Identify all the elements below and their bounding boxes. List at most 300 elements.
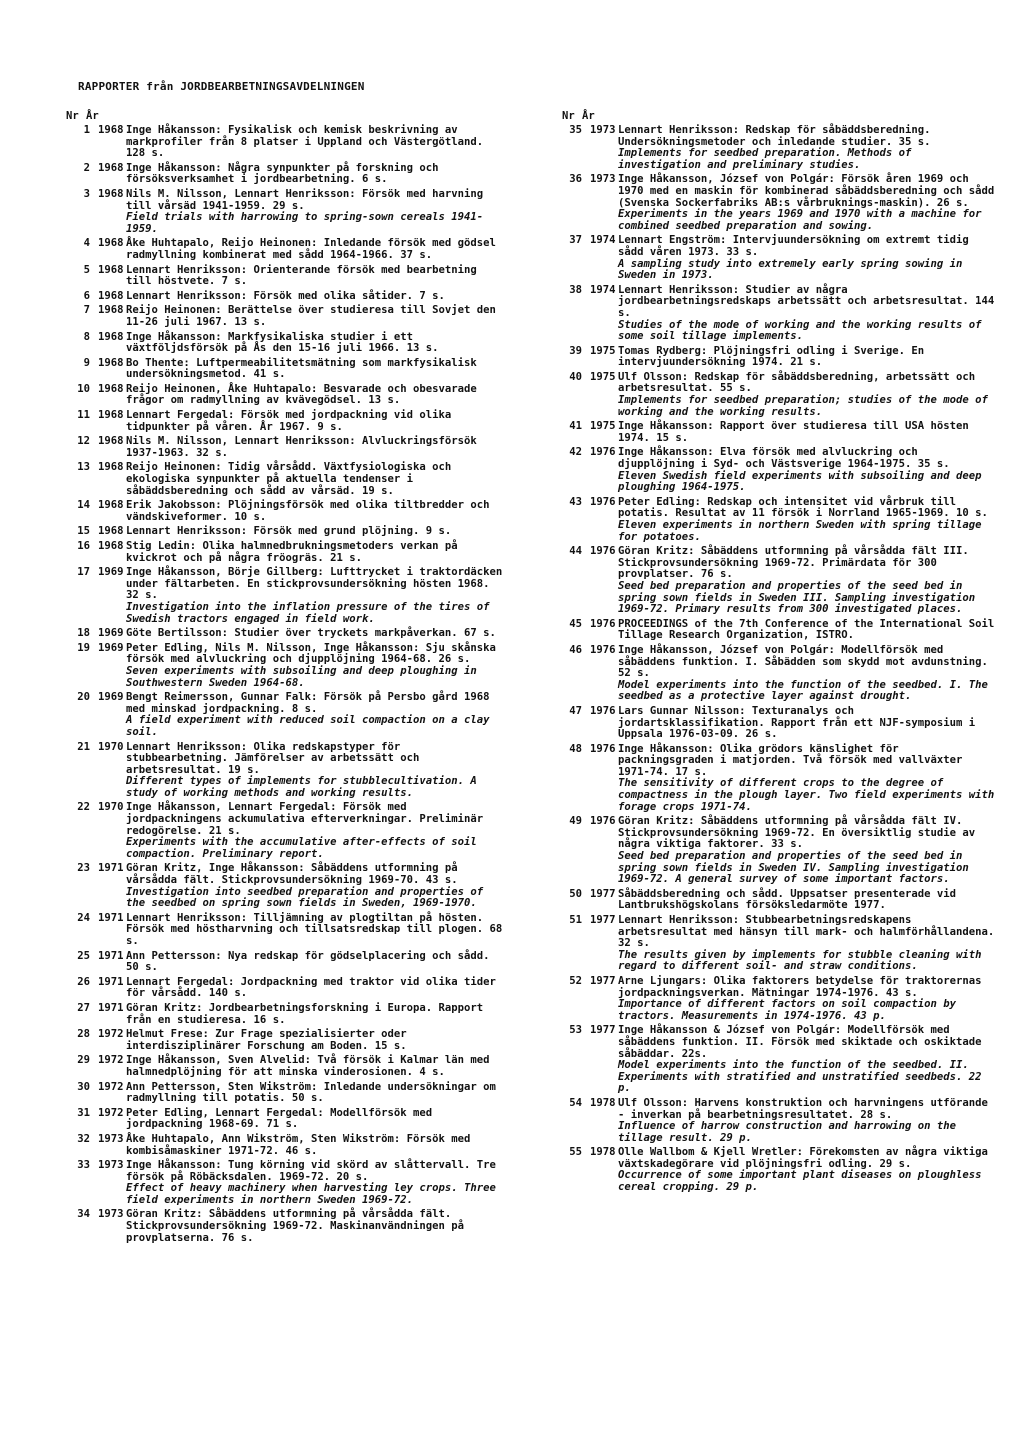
report-number: 45 bbox=[569, 617, 582, 630]
report-description: Reijo Heinonen, Åke Huhtapalo: Besvarade och obesvarade frågor om radmyllning av kvävegödsel. 13 s. bbox=[126, 382, 477, 407]
report-description: Erik Jakobsson: Plöjningsförsök med olika tiltbredder och vändskiveformer. 10 s. bbox=[126, 499, 490, 523]
report-entry bbox=[558, 1147, 998, 1193]
report-body bbox=[618, 421, 998, 444]
report-description: Inge Håkansson: Markfysikaliska studier i ett växtföljdsförsök på Ås den 15-16 juli 1966. 13 s. bbox=[126, 330, 439, 355]
report-number: 2 bbox=[83, 161, 90, 174]
report-year: 1971 bbox=[98, 949, 124, 962]
report-number: 27 bbox=[77, 1001, 90, 1014]
report-entry bbox=[66, 1055, 506, 1078]
report-body bbox=[618, 546, 998, 616]
report-number: 1 bbox=[83, 124, 90, 136]
report-body bbox=[126, 265, 506, 288]
report-entry bbox=[558, 619, 998, 642]
report-description: Åke Huhtapalo, Reijo Heinonen: Inledande försök med gödsel radmyllning kombinerat med sådd 1964-1966. 37 s. bbox=[126, 237, 496, 261]
report-entry bbox=[558, 174, 998, 232]
report-body bbox=[618, 1147, 998, 1193]
report-entry bbox=[66, 384, 506, 407]
report-entry bbox=[66, 410, 506, 433]
report-entry bbox=[558, 706, 998, 741]
report-year: 1971 bbox=[98, 1001, 124, 1014]
report-number: 46 bbox=[569, 643, 582, 656]
report-body bbox=[126, 802, 506, 860]
report-description: Arne Ljungars: Olika faktorers betydelse för traktorernas jordpackningsverkan. Mätningar 1974-1976. 43 s. bbox=[618, 974, 982, 999]
report-number: 49 bbox=[569, 815, 582, 828]
report-english-title: Investigation into the inflation pressure of the tires of Swedish tractors engaged in field work. bbox=[126, 600, 490, 625]
report-description: Lennart Henriksson: Försök med olika såtider. 7 s. bbox=[126, 289, 445, 302]
report-year: 1968 bbox=[98, 356, 124, 369]
report-description: Olle Wallbom & Kjell Wretler: Förekomsten av några viktiga växtskadegörare vid plöjningsfri odling. 29 s. bbox=[618, 1146, 988, 1170]
report-year: 1968 bbox=[98, 382, 124, 395]
report-description: Inge Håkansson: Fysikalisk och kemisk beskrivning av markprofiler från 8 platser i Uppland och Västergötland. 128 s. bbox=[126, 124, 484, 160]
report-body bbox=[126, 163, 506, 186]
report-entry bbox=[66, 1134, 506, 1157]
report-body bbox=[618, 915, 998, 973]
report-year: 1975 bbox=[590, 370, 616, 383]
report-number: 30 bbox=[77, 1080, 90, 1093]
report-english-title: Influence of harrow construction and harrowing on the tillage result. 29 p. bbox=[618, 1120, 957, 1144]
report-body bbox=[126, 951, 506, 974]
report-number: 41 bbox=[569, 420, 582, 433]
report-entry bbox=[66, 1003, 506, 1026]
report-description: Ulf Olsson: Redskap för såbäddsberedning, arbetssätt och arbetsresultat. 55 s. bbox=[618, 370, 976, 395]
report-body bbox=[618, 706, 998, 741]
report-body bbox=[126, 384, 506, 407]
report-entry bbox=[66, 541, 506, 564]
report-year: 1968 bbox=[98, 525, 124, 538]
report-body bbox=[126, 567, 506, 625]
report-body bbox=[126, 1108, 506, 1131]
report-number: 19 bbox=[77, 641, 90, 654]
report-number: 48 bbox=[569, 742, 582, 755]
report-number: 14 bbox=[77, 499, 90, 512]
report-body bbox=[126, 436, 506, 459]
nr-header: Nr bbox=[66, 110, 79, 122]
report-body bbox=[618, 447, 998, 493]
report-year: 1976 bbox=[590, 495, 616, 508]
report-body bbox=[126, 500, 506, 523]
report-year: 1968 bbox=[98, 435, 124, 448]
report-description: Lennart Henriksson: Studier av några jordbearbetningsredskaps arbetssätt och arbetsresultat. 144 s. bbox=[618, 283, 995, 319]
column-header bbox=[558, 100, 998, 122]
report-year: 1972 bbox=[98, 1106, 124, 1119]
report-body bbox=[126, 863, 506, 909]
report-number: 16 bbox=[77, 540, 90, 552]
report-entry bbox=[66, 863, 506, 909]
report-entry bbox=[558, 1098, 998, 1144]
report-body bbox=[126, 1029, 506, 1052]
report-number: 40 bbox=[569, 370, 582, 383]
report-description: Bengt Reimersson, Gunnar Falk: Försök på Persbo gård 1968 med minskad jordpackning. 8 s. bbox=[126, 691, 490, 715]
report-english-title: The results given by implements for stubble cleaning with regard to different soil- and straw conditions. bbox=[618, 948, 982, 973]
report-description: Åke Huhtapalo, Ann Wikström, Sten Wikström: Försök med kombisåmaskiner 1971-72. 46 s. bbox=[126, 1132, 471, 1157]
report-number: 25 bbox=[77, 949, 90, 962]
report-year: 1976 bbox=[590, 815, 616, 828]
report-year: 1968 bbox=[98, 499, 124, 512]
report-english-title: A sampling study into extremely early spring sowing in Sweden in 1973. bbox=[618, 257, 963, 282]
report-number: 17 bbox=[77, 566, 90, 579]
report-entry bbox=[66, 238, 506, 261]
report-body bbox=[126, 462, 506, 497]
report-entry bbox=[66, 189, 506, 235]
report-body bbox=[126, 541, 506, 564]
report-entry bbox=[66, 125, 506, 160]
report-description: Lennart Henriksson: Stubbearbetningsredskapens arbetsresultat med hänsyn till mark- och halmförhållandena. 32 s. bbox=[618, 914, 995, 950]
report-year: 1976 bbox=[590, 742, 616, 755]
report-entry bbox=[66, 628, 506, 640]
report-number: 32 bbox=[77, 1132, 90, 1145]
report-entry bbox=[66, 1029, 506, 1052]
report-number: 9 bbox=[83, 356, 90, 369]
report-entry bbox=[66, 742, 506, 800]
report-entry bbox=[558, 372, 998, 418]
report-year: 1969 bbox=[98, 641, 124, 654]
report-number: 29 bbox=[77, 1054, 90, 1067]
report-english-title: Model experiments into the function of the seedbed. II. Experiments with stratified and unstratified seedbeds. 22 p. bbox=[618, 1059, 982, 1095]
report-number: 20 bbox=[77, 691, 90, 704]
report-description: Göran Kritz, Inge Håkansson: Såbäddens utformning på vårsådda fält. Stickprovsundersökning 1969-70. 43 s. bbox=[126, 862, 458, 887]
report-year: 1971 bbox=[98, 975, 124, 988]
report-number: 47 bbox=[569, 704, 582, 717]
report-number: 36 bbox=[569, 173, 582, 186]
report-english-title: The sensitivity of different crops to the degree of compactness in the plough layer. Two field experiments with forage crops 1971-74. bbox=[618, 777, 995, 813]
report-number: 37 bbox=[569, 234, 582, 247]
report-entry bbox=[558, 889, 998, 912]
report-number: 6 bbox=[83, 289, 90, 302]
report-body bbox=[126, 238, 506, 261]
report-body bbox=[126, 526, 506, 538]
report-number: 54 bbox=[569, 1096, 582, 1109]
report-year: 1977 bbox=[590, 974, 616, 987]
report-year: 1973 bbox=[590, 173, 616, 186]
report-year: 1968 bbox=[98, 263, 124, 276]
report-english-title: Seed bed preparation and properties of the seed bed in spring sown fields in Sweden IV. Sampling investigation 1969-72. A general survey of some important factors. bbox=[618, 850, 969, 886]
report-entry bbox=[66, 1160, 506, 1206]
report-body bbox=[126, 1160, 506, 1206]
report-description: Göran Kritz: Såbäddens utformning på vårsådda fält IV. Stickprovsundersökning 1969-72. En översiktlig studie av några viktiga faktorer. 33 s. bbox=[618, 815, 976, 851]
report-body bbox=[126, 692, 506, 738]
report-entry bbox=[66, 1082, 506, 1105]
report-entry bbox=[558, 235, 998, 281]
report-description: Inge Håkansson & József von Polgár: Modellförsök med såbäddens funktion. II. Försök med skiktade och oskiktade såbäddar. 22s. bbox=[618, 1024, 982, 1060]
report-description: Göte Bertilsson: Studier över tryckets markpåverkan. 67 s. bbox=[126, 627, 496, 640]
report-description: Lennart Henriksson: Orienterande försök med bearbetning till höstvete. 7 s. bbox=[126, 263, 477, 288]
report-body bbox=[618, 125, 998, 171]
report-entry bbox=[558, 976, 998, 1022]
report-english-title: Studies of the mode of working and the working results of some soil tillage implements. bbox=[618, 318, 982, 343]
report-body bbox=[126, 1209, 506, 1244]
report-description: Nils M. Nilsson, Lennart Henriksson: Försök med harvning till vårsäd 1941-1959. 29 s. bbox=[126, 187, 484, 212]
report-year: 1971 bbox=[98, 862, 124, 875]
report-body bbox=[618, 372, 998, 418]
report-description: Helmut Frese: Zur Frage spezialisierter oder interdisziplinärer Forschung am Boden. 15 s. bbox=[126, 1028, 407, 1052]
report-entry bbox=[558, 125, 998, 171]
report-entry bbox=[558, 285, 998, 343]
report-english-title: Different types of implements for stubblecultivation. A study of working methods and working results. bbox=[126, 775, 477, 799]
left-column bbox=[66, 100, 506, 1244]
report-body bbox=[126, 291, 506, 303]
report-english-title: Experiments with the accumulative after-effects of soil compaction. Preliminary report. bbox=[126, 836, 477, 860]
report-year: 1976 bbox=[590, 643, 616, 656]
report-description: Stig Ledin: Olika halmnedbrukningsmetoders verkan på kvickrot och på några fröogräs. 21 s. bbox=[126, 540, 458, 564]
report-number: 26 bbox=[77, 975, 90, 988]
report-year: 1968 bbox=[98, 409, 124, 422]
report-description: Reijo Heinonen: Tidig vårsådd. Växtfysiologiska och ekologiska synpunkter på aktuella tendenser i såbäddsberedning och sådd av vårsäd. 19 s. bbox=[126, 461, 452, 497]
report-entry bbox=[66, 291, 506, 303]
report-number: 50 bbox=[569, 887, 582, 900]
report-description: Göran Kritz: Såbäddens utformning på vårsådda fält III. Stickprovsundersökning 1969-72. Primärdata för 300 provplatser. 76 s. bbox=[618, 545, 969, 581]
report-body bbox=[126, 628, 506, 640]
report-year: 1973 bbox=[98, 1159, 124, 1172]
report-list-right bbox=[558, 125, 998, 1194]
report-entry bbox=[558, 421, 998, 444]
report-year: 1978 bbox=[590, 1146, 616, 1159]
report-entry bbox=[66, 1209, 506, 1244]
report-entry bbox=[558, 346, 998, 369]
report-year: 1972 bbox=[98, 1080, 124, 1093]
report-number: 42 bbox=[569, 446, 582, 459]
report-number: 21 bbox=[77, 740, 90, 753]
report-year: 1969 bbox=[98, 627, 124, 640]
report-description: Inge Håkansson: Några synpunkter på forskning och försöksverksamhet i jordbearbetning. 6 s. bbox=[126, 161, 439, 186]
report-description: Inge Håkansson, Börje Gillberg: Lufttrycket i traktordäcken under fältarbeten. En stickprovsundersökning hösten 1968. 32 s. bbox=[126, 566, 503, 602]
report-body bbox=[126, 1055, 506, 1078]
report-year: 1975 bbox=[590, 420, 616, 433]
report-body bbox=[618, 497, 998, 543]
report-entry bbox=[66, 1108, 506, 1131]
report-year: 1968 bbox=[98, 540, 124, 552]
report-body bbox=[126, 1003, 506, 1026]
report-year: 1973 bbox=[98, 1132, 124, 1145]
report-year: 1969 bbox=[98, 566, 124, 579]
report-number: 4 bbox=[83, 237, 90, 250]
report-description: Såbäddsberedning och sådd. Uppsatser presenterade vid Lantbrukshögskolans försöksledarmöte 1977. bbox=[618, 887, 957, 912]
report-entry bbox=[66, 643, 506, 689]
report-description: Lennart Henriksson: Tilljämning av plogtiltan på hösten. Försök med höstharvning och tillsatsredskap till plogen. 68 s. bbox=[126, 911, 503, 947]
report-entry bbox=[66, 692, 506, 738]
report-year: 1969 bbox=[98, 691, 124, 704]
report-body bbox=[618, 619, 998, 642]
report-description: Lennart Henriksson: Olika redskapstyper för stubbearbetning. Jämförelser av arbetssätt och arbetsresultat. 19 s. bbox=[126, 740, 420, 776]
ar-header: År bbox=[86, 110, 99, 122]
report-english-title: Importance of different factors on soil compaction by tractors. Measurements in 1974-1976. 43 p. bbox=[618, 998, 957, 1022]
report-year: 1975 bbox=[590, 344, 616, 357]
report-year: 1968 bbox=[98, 187, 124, 200]
report-entry bbox=[66, 305, 506, 328]
report-english-title: Eleven Swedish field experiments with subsoiling and deep ploughing 1964-1975. bbox=[618, 469, 982, 494]
report-year: 1968 bbox=[98, 289, 124, 302]
report-entry bbox=[558, 816, 998, 886]
report-year: 1968 bbox=[98, 124, 124, 136]
report-entry bbox=[66, 462, 506, 497]
report-body bbox=[618, 285, 998, 343]
report-year: 1968 bbox=[98, 237, 124, 250]
report-number: 52 bbox=[569, 974, 582, 987]
report-description: Ulf Olsson: Harvens konstruktion och harvningens utförande - inverkan på bearbetningsresultatet. 28 s. bbox=[618, 1096, 988, 1121]
report-body bbox=[618, 889, 998, 912]
report-list-left bbox=[66, 125, 506, 1244]
report-number: 12 bbox=[77, 435, 90, 448]
report-entry bbox=[66, 913, 506, 948]
report-number: 55 bbox=[569, 1146, 582, 1159]
report-description: Göran Kritz: Såbäddens utformning på vårsådda fält. Stickprovsundersökning 1969-72. Maskinanvändningen på provplatserna. 76 s. bbox=[126, 1208, 465, 1244]
report-number: 13 bbox=[77, 461, 90, 474]
report-entry bbox=[66, 265, 506, 288]
report-year: 1977 bbox=[590, 914, 616, 926]
report-entry bbox=[66, 436, 506, 459]
report-description: Inge Håkansson, Sven Alvelid: Två försök i Kalmar län med halmnedplöjning för att minska vinderosionen. 4 s. bbox=[126, 1054, 490, 1078]
report-number: 34 bbox=[77, 1208, 90, 1221]
report-description: Peter Edling: Redskap och intensitet vid vårbruk till potatis. Resultat av 11 försök i Norrland 1965-1969. 10 s. bbox=[618, 495, 988, 520]
report-body bbox=[618, 346, 998, 369]
report-entry bbox=[66, 951, 506, 974]
right-column bbox=[558, 100, 998, 1194]
report-year: 1968 bbox=[98, 461, 124, 474]
report-english-title: Seven experiments with subsoiling and deep ploughing in Southwestern Sweden 1964-68. bbox=[126, 664, 477, 689]
report-year: 1976 bbox=[590, 446, 616, 459]
column-header bbox=[66, 100, 506, 122]
report-body bbox=[618, 976, 998, 1022]
report-number: 38 bbox=[569, 283, 582, 296]
report-number: 23 bbox=[77, 862, 90, 875]
report-entry bbox=[66, 526, 506, 538]
report-description: Inge Håkansson, József von Polgár: Modellförsök med såbäddens funktion. I. Såbädden som skydd mot avdunstning. 52 s. bbox=[618, 643, 988, 680]
page-title: RAPPORTER från JORDBEARBETNINGSAVDELNINGEN bbox=[78, 80, 365, 93]
nr-header: Nr bbox=[562, 110, 575, 122]
report-description: Lennart Engström: Intervjuundersökning om extremt tidig sådd våren 1973. 33 s. bbox=[618, 234, 969, 258]
report-description: Lennart Fergedal: Jordpackning med traktor vid olika tider för vårsådd. 140 s. bbox=[126, 975, 496, 1000]
report-year: 1968 bbox=[98, 161, 124, 174]
report-number: 44 bbox=[569, 545, 582, 558]
report-description: Lennart Fergedal: Försök med jordpackning vid olika tidpunkter på våren. År 1967. 9 s. bbox=[126, 409, 452, 433]
report-body bbox=[126, 189, 506, 235]
report-year: 1976 bbox=[590, 704, 616, 717]
report-english-title: Model experiments into the function of the seedbed. I. The seedbed as a protective layer against drought. bbox=[618, 678, 988, 703]
report-english-title: Field trials with harrowing to spring-sown cereals 1941-1959. bbox=[126, 211, 484, 235]
report-body bbox=[618, 1025, 998, 1095]
report-year: 1978 bbox=[590, 1096, 616, 1109]
report-description: Peter Edling, Nils M. Nilsson, Inge Håkansson: Sju skånska försök med alvluckring och djupplöjning 1964-68. 26 s. bbox=[126, 641, 496, 666]
report-number: 7 bbox=[83, 304, 90, 317]
report-body bbox=[126, 913, 506, 948]
report-english-title: Occurrence of some important plant diseases on ploughless cereal cropping. 29 p. bbox=[618, 1169, 982, 1194]
report-number: 15 bbox=[77, 525, 90, 538]
report-english-title: Implements for seedbed preparation. Methods of investigation and preliminary studies. bbox=[618, 147, 912, 171]
report-body bbox=[126, 305, 506, 328]
report-number: 24 bbox=[77, 911, 90, 924]
report-year: 1977 bbox=[590, 887, 616, 900]
report-entry bbox=[66, 358, 506, 381]
report-number: 35 bbox=[569, 124, 582, 136]
report-year: 1970 bbox=[98, 740, 124, 753]
report-year: 1977 bbox=[590, 1024, 616, 1037]
report-description: Reijo Heinonen: Berättelse över studieresa till Sovjet den 11-26 juli 1967. 13 s. bbox=[126, 304, 496, 328]
report-year: 1973 bbox=[590, 124, 616, 136]
report-year: 1972 bbox=[98, 1054, 124, 1067]
report-number: 31 bbox=[77, 1106, 90, 1119]
report-body bbox=[126, 358, 506, 381]
report-description: PROCEEDINGS of the 7th Conference of the International Soil Tillage Research Organization, ISTRO. bbox=[618, 617, 995, 642]
report-body bbox=[618, 816, 998, 886]
report-entry bbox=[66, 500, 506, 523]
report-english-title: Eleven experiments in northern Sweden with spring tillage for potatoes. bbox=[618, 519, 982, 543]
report-year: 1972 bbox=[98, 1028, 124, 1041]
report-number: 39 bbox=[569, 344, 582, 357]
report-year: 1976 bbox=[590, 617, 616, 630]
report-description: Inge Håkansson: Tung körning vid skörd av slåttervall. Tre försök på Röbäcksdalen. 1969-72. 20 s. bbox=[126, 1159, 496, 1183]
report-description: Inge Håkansson: Rapport över studieresa till USA hösten 1974. 15 s. bbox=[618, 420, 969, 444]
report-body bbox=[618, 235, 998, 281]
report-body bbox=[126, 742, 506, 800]
report-entry bbox=[66, 977, 506, 1000]
report-body bbox=[126, 332, 506, 355]
report-year: 1971 bbox=[98, 911, 124, 924]
report-description: Inge Håkansson: Elva försök med alvluckring och djupplöjning i Syd- och Västsverige 1964-1975. 35 s. bbox=[618, 446, 950, 471]
report-english-title: A field experiment with reduced soil compaction on a clay soil. bbox=[126, 714, 490, 738]
report-description: Lennart Henriksson: Redskap för såbäddsberedning. Undersökningsmetoder och inledande studier. 35 s. bbox=[618, 124, 931, 148]
report-number: 28 bbox=[77, 1028, 90, 1041]
report-body bbox=[618, 1098, 998, 1144]
report-number: 10 bbox=[77, 382, 90, 395]
report-english-title: Seed bed preparation and properties of the seed bed in spring sown fields in Sweden III. Sampling investigation 1969-72. Primary results from 300 investigated places. bbox=[618, 579, 976, 616]
report-number: 18 bbox=[77, 627, 90, 640]
report-english-title: Effect of heavy machinery when harvesting ley crops. Three field experiments in northern Sweden 1969-72. bbox=[126, 1182, 496, 1206]
report-description: Bo Thente: Luftpermeabilitetsmätning som markfysikalisk undersökningsmetod. 41 s. bbox=[126, 356, 477, 381]
report-entry bbox=[66, 567, 506, 625]
report-body bbox=[618, 645, 998, 703]
report-body bbox=[126, 125, 506, 160]
report-body bbox=[126, 410, 506, 433]
report-year: 1968 bbox=[98, 330, 124, 343]
report-body bbox=[126, 1134, 506, 1157]
report-description: Inge Håkansson, József von Polgár: Försök åren 1969 och 1970 med en maskin för kombinerad såbäddsberedning och sådd (Svenska Sockerfabriks AB:s vårbruknings-maskin). 26 s. bbox=[618, 173, 995, 209]
report-year: 1976 bbox=[590, 545, 616, 558]
report-body bbox=[126, 643, 506, 689]
report-year: 1970 bbox=[98, 801, 124, 814]
report-body bbox=[618, 744, 998, 814]
report-entry bbox=[558, 447, 998, 493]
report-number: 3 bbox=[83, 187, 90, 200]
report-description: Göran Kritz: Jordbearbetningsforskning i Europa. Rapport från en studieresa. 16 s. bbox=[126, 1001, 484, 1026]
report-body bbox=[126, 977, 506, 1000]
report-entry bbox=[558, 645, 998, 703]
report-entry bbox=[558, 744, 998, 814]
report-entry bbox=[558, 546, 998, 616]
ar-header: År bbox=[582, 110, 595, 122]
report-description: Inge Håkansson: Olika grödors känslighet för packningsgraden i matjorden. Två försök med vallväxter 1971-74. 17 s. bbox=[618, 742, 963, 778]
report-description: Tomas Rydberg: Plöjningsfri odling i Sverige. En intervjuundersökning 1974. 21 s. bbox=[618, 344, 925, 369]
report-entry bbox=[558, 497, 998, 543]
report-body bbox=[126, 1082, 506, 1105]
report-number: 53 bbox=[569, 1024, 582, 1037]
report-year: 1974 bbox=[590, 283, 616, 296]
report-number: 22 bbox=[77, 801, 90, 814]
report-english-title: Implements for seedbed preparation; studies of the mode of working and the working results. bbox=[618, 394, 988, 418]
report-year: 1973 bbox=[98, 1208, 124, 1221]
report-entry bbox=[558, 915, 998, 973]
report-description: Lars Gunnar Nilsson: Texturanalys och jordartsklassifikation. Rapport från ett NJF-symposium i Uppsala 1976-03-09. 26 s. bbox=[618, 704, 976, 741]
report-entry bbox=[66, 802, 506, 860]
report-number: 8 bbox=[83, 330, 90, 343]
report-english-title: Experiments in the years 1969 and 1970 with a machine for combined seedbed preparation and sowing. bbox=[618, 208, 982, 232]
report-entry bbox=[558, 1025, 998, 1095]
report-year: 1968 bbox=[98, 304, 124, 317]
report-year: 1974 bbox=[590, 234, 616, 247]
report-number: 11 bbox=[77, 409, 90, 422]
report-description: Ann Pettersson: Nya redskap för gödselplacering och sådd. 50 s. bbox=[126, 949, 490, 974]
report-description: Lennart Henriksson: Försök med grund plöjning. 9 s. bbox=[126, 525, 452, 538]
report-number: 43 bbox=[569, 495, 582, 508]
report-description: Nils M. Nilsson, Lennart Henriksson: Alvluckringsförsök 1937-1963. 32 s. bbox=[126, 435, 477, 459]
